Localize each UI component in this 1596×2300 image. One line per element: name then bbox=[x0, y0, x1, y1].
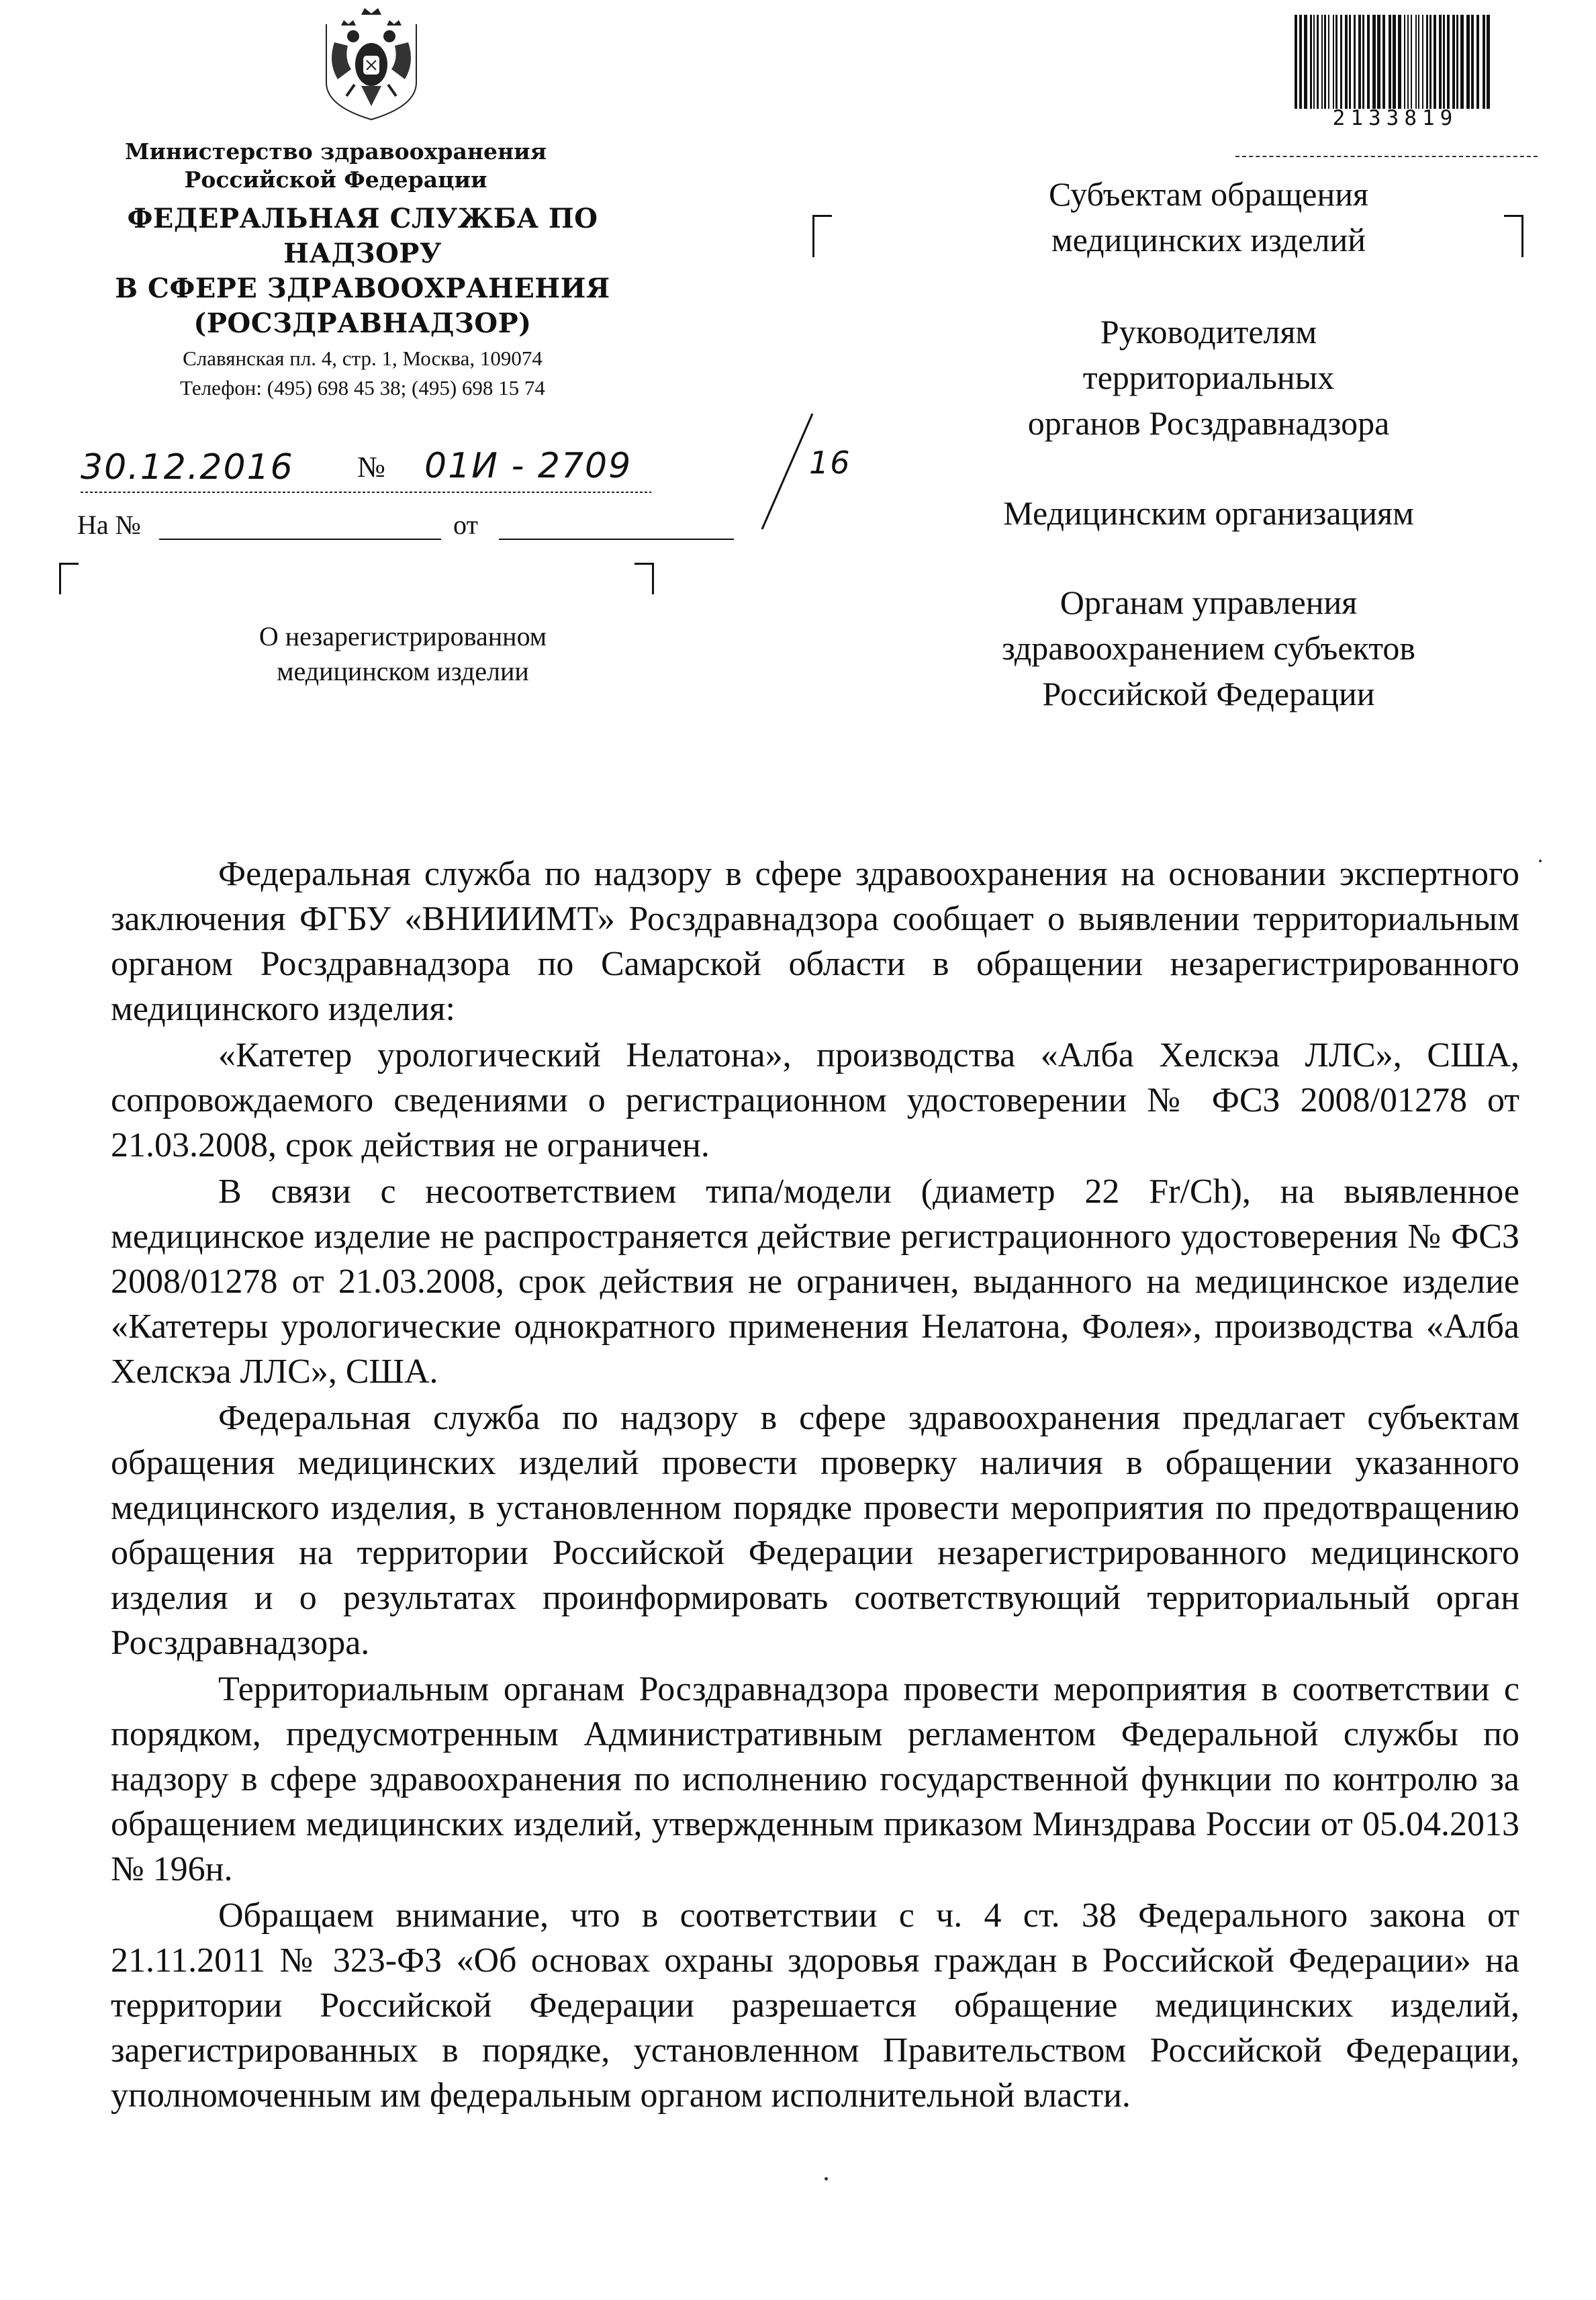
barcode-bar bbox=[1460, 15, 1463, 109]
barcode-bar bbox=[1328, 15, 1329, 109]
ref-number-blank bbox=[159, 537, 441, 540]
barcode-bar bbox=[1483, 15, 1485, 109]
barcode-bar bbox=[1429, 15, 1431, 109]
body-paragraph: Федеральная служба по надзору в сфере здравоохранения предлагает субъектам обращения медицинских изделий провести проверку наличия в обращении указанного медицинского изделия, в установленном порядке провести мероприятия по предотвращению обращения на территории Российской Федерации незарегистрированного медицинского изделия и о результатах проинформировать соответствующий территориальный орган Росздравнадзора. bbox=[111, 1399, 1519, 1662]
barcode-bar bbox=[1393, 15, 1395, 109]
letter-body bbox=[111, 852, 1519, 2118]
ref-date-blank bbox=[499, 537, 734, 540]
ref-number-label: На № bbox=[77, 510, 141, 540]
outgoing-number: 01И - 2709 bbox=[424, 446, 632, 486]
recipient-bracket-left bbox=[812, 215, 832, 257]
barcode-bar bbox=[1404, 15, 1405, 109]
recipient-subjects: Субъектам обращения медицинских изделий bbox=[1049, 175, 1368, 259]
body-paragraph: Обращаем внимание, что в соответствии с ч. 4 ст. 38 Федерального закона от 21.11.2011 № 323-ФЗ «Об основах охраны здоровья граждан в Российской Федерации» на территории Российской Федерации разрешается обращение медицинских изделий, зарегистрированных в порядке, установленном Правительством Российской Федерации, уполномоченным им федеральным органом исполнительной власти. bbox=[111, 1896, 1519, 2115]
barcode-bar bbox=[1335, 15, 1337, 109]
barcode-bar bbox=[1407, 15, 1409, 109]
barcode-bar bbox=[1422, 15, 1423, 109]
barcode-bar bbox=[1415, 15, 1417, 109]
barcode-bar bbox=[1349, 15, 1351, 109]
recipient-health-authorities: Органам управления здравоохранением субъектов Российской Федерации bbox=[1001, 584, 1416, 712]
outgoing-year: 16 bbox=[809, 445, 851, 481]
barcode-bar bbox=[1382, 15, 1385, 109]
subject-bracket-left bbox=[59, 563, 79, 594]
barcode-bar bbox=[1340, 15, 1342, 109]
service-name: ФЕДЕРАЛЬНАЯ СЛУЖБА ПО НАДЗОРУ В СФЕРЕ ЗДРАВООХРАНЕНИЯ (РОСЗДРАВНАДЗОР) bbox=[115, 203, 610, 339]
sender-address: Славянская пл. 4, стр. 1, Москва, 109074 Телефон: (495) 698 45 38; (495) 698 15 74 bbox=[180, 347, 545, 400]
recipient-territorial-heads: Руководителям территориальных органов Росздравнадзора bbox=[1027, 313, 1390, 442]
barcode-bar bbox=[1354, 15, 1356, 109]
barcode-bar bbox=[1345, 15, 1347, 109]
barcode-bar bbox=[1452, 15, 1454, 109]
barcode-bar bbox=[1358, 15, 1360, 109]
outgoing-date-number bbox=[81, 443, 851, 490]
barcode-bar bbox=[1418, 15, 1419, 109]
date-underline bbox=[81, 492, 651, 493]
body-paragraph: В связи с несоответствием типа/модели (диаметр 22 Fr/Ch), на выявленное медицинское изделие не распространяется действие регистрационного удостоверения № ФСЗ 2008/01278 от 21.03.2008, срок действия не ограничен, выданного на медицинское изделие «Катетеры урологические однократного применения Нелатона, Фолея», производства «Алба Хелскэа ЛЛС», США. bbox=[111, 1172, 1519, 1391]
scan-speck bbox=[1539, 860, 1542, 862]
recipient-medical-orgs: Медицинским организациям bbox=[1003, 494, 1414, 532]
barcode-bar bbox=[1321, 15, 1323, 109]
barcode-bar bbox=[1362, 15, 1364, 109]
scan-speck bbox=[825, 2177, 828, 2180]
barcode bbox=[1295, 15, 1492, 109]
barcode-bar bbox=[1487, 15, 1489, 109]
barcode-number: 2133819 bbox=[1332, 106, 1458, 130]
barcode-bar bbox=[1476, 15, 1479, 109]
body-paragraph: «Катетер урологический Нелатона», производства «Алба Хелскэа ЛЛС», США, сопровождаемого сведениями о регистрационном удостоверении № ФСЗ 2008/01278 от 21.03.2008, срок действия не ограничен. bbox=[111, 1036, 1519, 1164]
barcode-bar bbox=[1466, 15, 1469, 109]
barcode-bar bbox=[1310, 15, 1311, 109]
recipient-bracket-right bbox=[1504, 215, 1523, 257]
barcode-bar bbox=[1377, 15, 1380, 109]
reference-line bbox=[77, 502, 682, 543]
barcode-bar bbox=[1299, 15, 1302, 109]
body-paragraph: Федеральная служба по надзору в сфере здравоохранения на основании экспертного заключения ФГБУ «ВНИИИМТ» Росздравнадзора сообщает о выявлении территориальным органом Росздравнадзора по Самарской области в обращении незарегистрированного медицинского изделия: bbox=[111, 855, 1519, 1028]
barcode-bar bbox=[1324, 15, 1325, 109]
barcode-bar bbox=[1333, 15, 1334, 109]
barcode-bar bbox=[1471, 15, 1474, 109]
barcode-bar bbox=[1411, 15, 1412, 109]
barcode-bar bbox=[1456, 15, 1458, 109]
number-sign: № bbox=[357, 451, 385, 484]
barcode-bar bbox=[1372, 15, 1375, 109]
barcode-bar bbox=[1426, 15, 1427, 109]
barcode-bar bbox=[1367, 15, 1370, 109]
state-emblem-icon bbox=[314, 5, 428, 123]
barcode-bar bbox=[1434, 15, 1436, 109]
body-paragraph: Территориальным органам Росздравнадзора провести мероприятия в соответствии с порядком, предусмотренным Административным регламентом Федеральной службы по надзору в сфере здравоохранения по исполнению государственной функции по контролю за обращением медицинских изделий, утвержденным приказом Минздрава России от 05.04.2013 № 196н. bbox=[111, 1670, 1519, 1888]
letter-subject: О незарегистрированном медицинском изделии bbox=[259, 621, 547, 686]
recipient-divider bbox=[1235, 156, 1538, 157]
barcode-bar bbox=[1443, 15, 1445, 109]
barcode-bar bbox=[1295, 15, 1297, 109]
barcode-bar bbox=[1317, 15, 1318, 109]
barcode-bar bbox=[1313, 15, 1315, 109]
barcode-bar bbox=[1447, 15, 1449, 109]
ref-from-label: от bbox=[453, 510, 478, 540]
outgoing-date: 30.12.2016 bbox=[81, 447, 294, 488]
barcode-bar bbox=[1304, 15, 1307, 109]
subject-bracket-right bbox=[635, 563, 654, 594]
barcode-bar bbox=[1439, 15, 1441, 109]
ministry-name: Министерство здравоохранения Российской Федерации bbox=[125, 138, 547, 193]
barcode-bar bbox=[1389, 15, 1391, 109]
barcode-bar bbox=[1398, 15, 1401, 109]
